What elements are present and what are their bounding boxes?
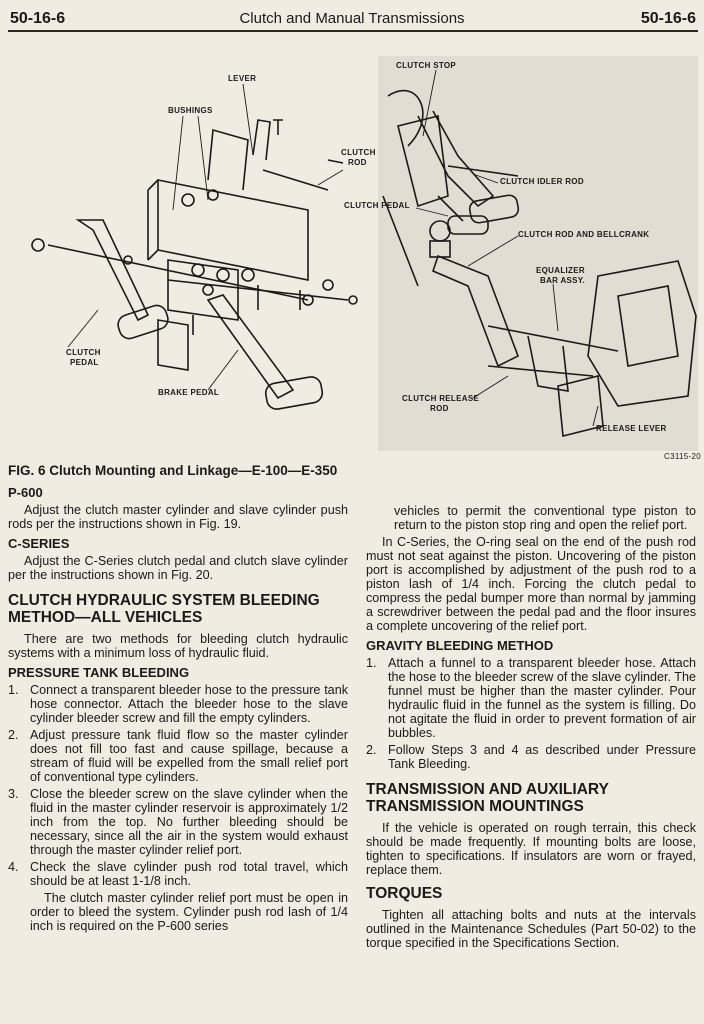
list-item: 2. Follow Steps 3 and 4 as described under Pressure Tank Bleeding. bbox=[366, 743, 696, 771]
list-item: 1. Attach a funnel to a transparent bleeder hose. Attach the hose to the bleeder screw of the slave cylinder. The funnel must be higher than the master cylinder. Pour hydraulic fluid in the funnel as the system is filling. Do not agitate the fluid in order to prevent formation of air bubbles. bbox=[366, 656, 696, 740]
label-lever: LEVER bbox=[228, 74, 257, 83]
label-equalizer-line1: EQUALIZER bbox=[536, 266, 585, 275]
label-clutch-stop: CLUTCH STOP bbox=[396, 61, 457, 70]
list-item: 4. Check the slave cylinder push rod total travel, which should be at least 1-1/8 inch. bbox=[8, 860, 348, 888]
list-item: 3. Close the bleeder screw on the slave cylinder when the fluid in the master cylinder reservoir is approximately 1/2 inch from the top. No further bleeding should be necessary, since all the air in the system would exhaust through the master cylinder relief port. bbox=[8, 787, 348, 857]
label-clutch-pedal-line1: CLUTCH bbox=[66, 348, 101, 357]
label-clutch-rod-bellcrank: CLUTCH ROD AND BELLCRANK bbox=[518, 230, 650, 239]
p600-text: Adjust the clutch master cylinder and slave cylinder push rods per the instructions shown in Fig. 19. bbox=[8, 503, 348, 531]
figure-clutch-rod-bellcrank bbox=[344, 56, 701, 464]
figure-clutch-linkage bbox=[8, 60, 376, 460]
label-clutch-pedal: CLUTCH PEDAL bbox=[344, 201, 410, 210]
right-column bbox=[366, 504, 696, 953]
label-clutch-pedal-line2: PEDAL bbox=[70, 358, 99, 367]
bleeding-intro: There are two methods for bleeding clutch hydraulic systems with a minimum loss of hydraulic fluid. bbox=[8, 632, 348, 660]
step4-continued: The clutch master cylinder relief port must be open in order to bleed the system. Cylinder push rod lash of 1/4 inch is required on the P-600 series bbox=[30, 891, 348, 933]
heading-pressure-tank: PRESSURE TANK BLEEDING bbox=[8, 665, 190, 680]
label-clutch-rod-line1: CLUTCH bbox=[341, 148, 376, 157]
torques-text: Tighten all attaching bolts and nuts at the intervals outlined in the Maintenance Schedules (Part 50-02) to the torque specified in the Specifications Section. bbox=[366, 908, 696, 950]
clutch-linkage-drawing bbox=[8, 60, 368, 460]
page-title: Clutch and Manual Transmissions bbox=[239, 10, 465, 27]
heading-gravity: GRAVITY BLEEDING METHOD bbox=[366, 638, 554, 653]
label-release-lever: RELEASE LEVER bbox=[596, 424, 667, 433]
heading-bleeding-method: CLUTCH HYDRAULIC SYSTEM BLEEDING METHOD—ALL VEHICLES bbox=[8, 592, 320, 626]
mountings-text: If the vehicle is operated on rough terrain, this check should be made frequently. If mounting bolts are loose, tighten to specifications. If insulators are worn or frayed, replace them. bbox=[366, 821, 696, 877]
heading-cseries: C-SERIES bbox=[8, 536, 70, 551]
label-release-rod-line2: ROD bbox=[430, 404, 449, 413]
figure-caption: FIG. 6 Clutch Mounting and Linkage—E-100—E-350 bbox=[8, 463, 338, 478]
heading-p600: P-600 bbox=[8, 485, 43, 500]
list-item: 1. Connect a transparent bleeder hose to the pressure tank hose connector. Attach the bleeder hose to the slave cylinder bleeder screw and fill the empty cylinders. bbox=[8, 683, 348, 725]
heading-torques: TORQUES bbox=[366, 885, 443, 902]
label-clutch-idler-rod: CLUTCH IDLER ROD bbox=[500, 177, 584, 186]
cseries-oring-text: In C-Series, the O-ring seal on the end of the push rod must not seat against the piston. Uncovering of the piston port is accomplished by adjustment of the push rod to a piston lash of 1/4 inch. Forcing the clutch pedal to compress the pedal bumper more than normal by jamming a screwdriver between the pedal pad and the floor insures a complete uncovering of the relief port. bbox=[366, 535, 696, 633]
list-item: 2. Adjust pressure tank fluid flow so the master cylinder does not fill too fast and cause spillage, because a stream of fluid will be expelled from the small relief port of conventional type cylinders. bbox=[8, 728, 348, 784]
label-clutch-rod-line2: ROD bbox=[348, 158, 367, 167]
figure-code: C3115-20 bbox=[664, 452, 701, 461]
label-bushings: BUSHINGS bbox=[168, 106, 213, 115]
page-header bbox=[0, 8, 704, 30]
label-release-rod-line1: CLUTCH RELEASE bbox=[402, 394, 480, 403]
continued-text: vehicles to permit the conventional type piston to return to the piston stop ring and open the relief port. bbox=[394, 504, 696, 532]
label-brake-pedal: BRAKE PEDAL bbox=[158, 388, 220, 397]
heading-mountings: TRANSMISSION AND AUXILIARY TRANSMISSION MOUNTINGS bbox=[366, 781, 609, 815]
label-equalizer-line2: BAR ASSY. bbox=[540, 276, 586, 285]
page-number-right: 50-16-6 bbox=[640, 10, 696, 27]
gravity-steps bbox=[366, 656, 696, 771]
header-rule bbox=[8, 30, 698, 32]
left-column bbox=[8, 464, 348, 936]
pressure-steps bbox=[8, 683, 348, 888]
cseries-text: Adjust the C-Series clutch pedal and clutch slave cylinder per the instructions shown in Fig. 20. bbox=[8, 554, 348, 582]
page-number-left: 50-16-6 bbox=[10, 10, 66, 27]
